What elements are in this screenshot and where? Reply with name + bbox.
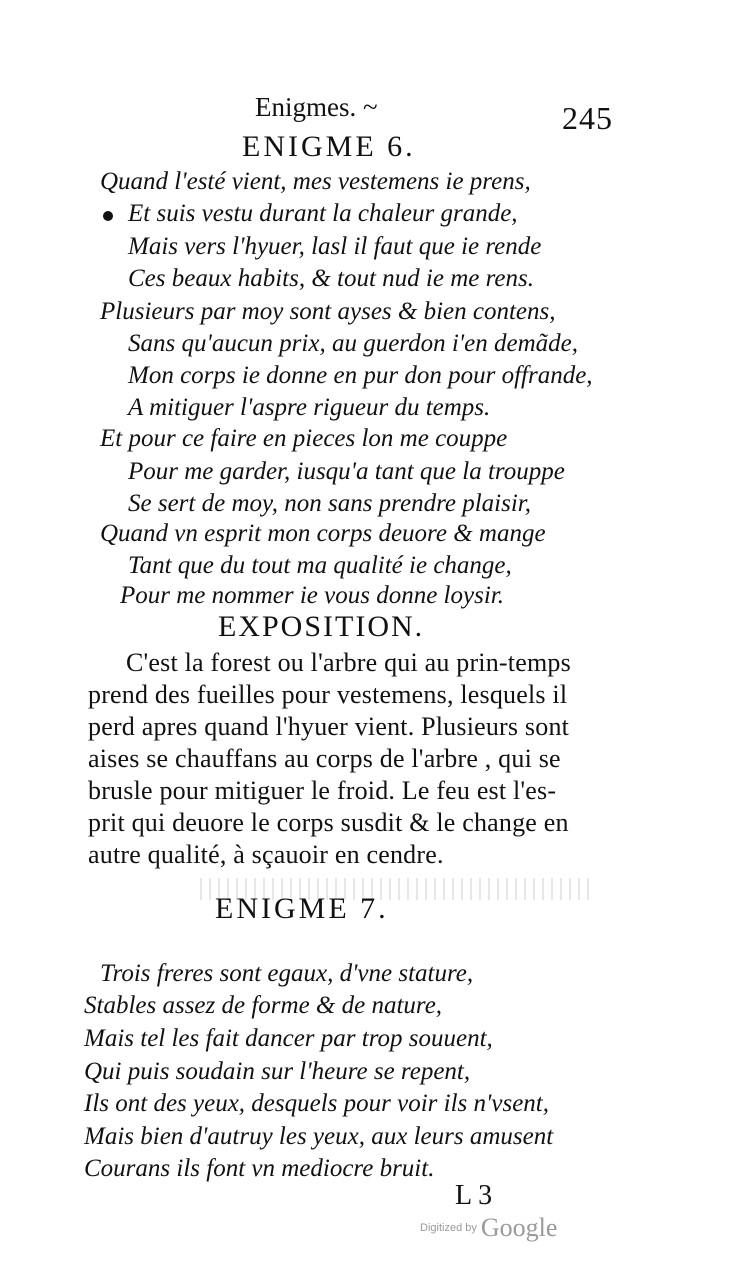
- prose-line: C'est la forest ou l'arbre qui au prin-temps: [126, 648, 571, 677]
- verse-line: Pour me garder, iusqu'a tant que la trouppe: [128, 458, 565, 485]
- verse-line: Qui puis soudain sur l'heure se repent,: [84, 1058, 471, 1085]
- prose-line: autre qualité, à sçauoir en cendre.: [88, 840, 444, 869]
- verse-line: Et suis vestu durant la chaleur grande,: [128, 200, 518, 227]
- prose-line: aises se chauffans au corps de l'arbre , qui se: [88, 744, 561, 773]
- verse-line: Plusieurs par moy sont ayses & bien contens,: [100, 298, 556, 325]
- verse-line: Ils ont des yeux, desquels pour voir ils n'vsent,: [84, 1090, 549, 1117]
- verse-line: Quand vn esprit mon corps deuore & mange: [100, 520, 546, 547]
- prose-line: prend des fueilles pour vestemens, lesquels il: [88, 680, 568, 709]
- prose-line: brusle pour mitiguer le froid. Le feu est l'es-: [88, 776, 557, 805]
- verse-line: Se sert de moy, non sans prendre plaisir,: [128, 490, 531, 517]
- verse-line: Sans qu'aucun prix, au guerdon i'en demãde,: [128, 330, 578, 357]
- verse-line: Stables assez de forme & de nature,: [84, 992, 443, 1019]
- enigme-7-title: ENIGME 7.: [215, 892, 389, 925]
- verse-line: A mitiguer l'aspre rigueur du temps.: [128, 394, 491, 421]
- digitized-by-label: Digitized by: [420, 1222, 477, 1234]
- enigme-6-title: ENIGME 6.: [242, 130, 416, 163]
- verse-line: Courans ils font vn mediocre bruit.: [84, 1155, 435, 1182]
- digitized-watermark: [420, 1213, 557, 1243]
- bullet-mark: [103, 211, 113, 221]
- page-number: 245: [562, 100, 613, 136]
- exposition-title: EXPOSITION.: [218, 610, 425, 643]
- verse-line: Pour me nommer ie vous donne loysir.: [120, 582, 504, 609]
- verse-line: Mais vers l'hyuer, lasl il faut que ie rende: [128, 233, 542, 260]
- google-logo: Google: [480, 1213, 558, 1242]
- verse-line: Mais tel les fait dancer par trop souuent,: [84, 1025, 493, 1052]
- verse-line: Mon corps ie donne en pur don pour offrande,: [128, 362, 593, 389]
- prose-line: perd apres quand l'hyuer vient. Plusieurs sont: [88, 712, 570, 741]
- running-header: Enigmes. ~: [255, 92, 378, 122]
- prose-line: prit qui deuore le corps susdit & le change en: [88, 808, 569, 837]
- verse-line: Quand l'esté vient, mes vestemens ie prens,: [100, 168, 531, 195]
- verse-line: Trois freres sont egaux, d'vne stature,: [100, 960, 474, 987]
- signature-mark: L 3: [455, 1180, 493, 1211]
- verse-line: Ces beaux habits, & tout nud ie me rens.: [128, 265, 534, 292]
- verse-line: Tant que du tout ma qualité ie change,: [128, 552, 512, 579]
- verse-line: Mais bien d'autruy les yeux, aux leurs amusent: [84, 1123, 554, 1150]
- verse-line: Et pour ce faire en pieces lon me couppe: [100, 425, 508, 452]
